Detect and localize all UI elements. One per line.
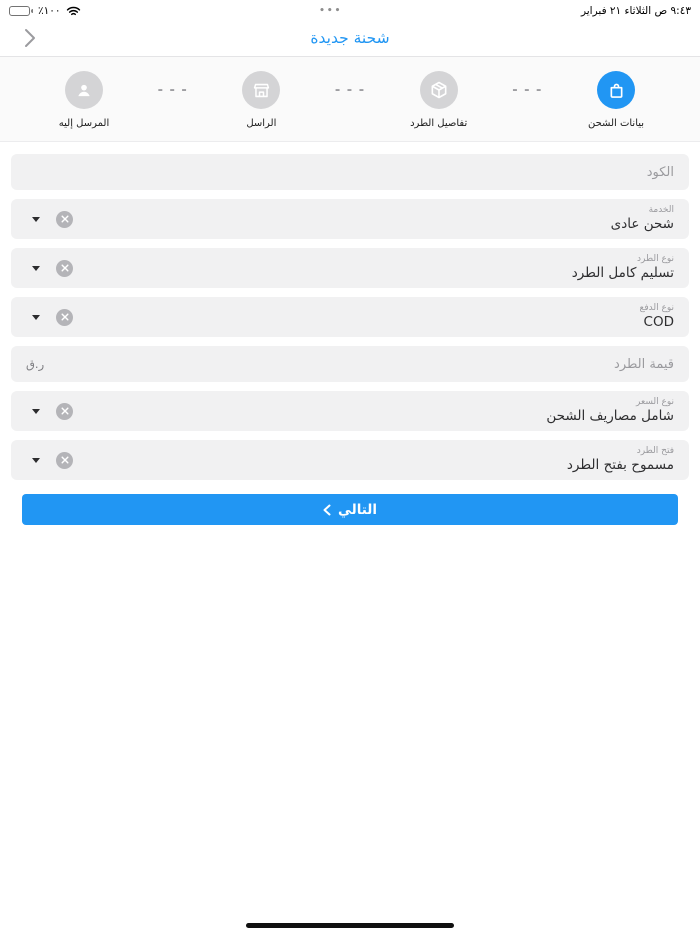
page-title: شحنة جديدة <box>310 29 390 47</box>
price-type-dropdown[interactable] <box>11 391 689 431</box>
status-ellipsis: ••• <box>319 6 343 16</box>
chevron-down-icon[interactable] <box>32 458 40 463</box>
package-box-icon <box>429 80 449 100</box>
storefront-icon <box>252 81 271 100</box>
code-field-row <box>11 154 689 190</box>
currency-suffix-label: ر.ق <box>26 357 45 371</box>
status-indicators <box>9 5 81 17</box>
chevron-forward-icon[interactable] <box>18 27 40 49</box>
step-circle <box>597 71 635 109</box>
wifi-icon <box>66 6 81 17</box>
code-input[interactable] <box>26 154 674 190</box>
chevron-down-icon[interactable] <box>32 217 40 222</box>
clear-icon[interactable] <box>56 309 73 326</box>
field-label: فتح الطرد <box>636 445 674 456</box>
step-label: تفاصيل الطرد <box>410 118 468 129</box>
field-value: COD <box>643 314 674 331</box>
step-circle <box>242 71 280 109</box>
clear-icon[interactable] <box>56 260 73 277</box>
step-label: الراسل <box>246 118 277 129</box>
step-label: المرسل إليه <box>58 118 110 129</box>
field-label: الخدمة <box>648 204 674 215</box>
step-circle <box>65 71 103 109</box>
person-icon <box>74 80 94 100</box>
nav-bar <box>0 20 700 57</box>
step-sender[interactable] <box>213 71 309 129</box>
payment-type-dropdown[interactable] <box>11 297 689 337</box>
next-button[interactable] <box>22 494 678 525</box>
status-bar <box>0 0 700 20</box>
chevron-down-icon[interactable] <box>32 266 40 271</box>
open-package-dropdown[interactable] <box>11 440 689 480</box>
status-datetime: ٩:٤٣ ص الثلاثاء ٢١ فبراير <box>580 5 691 17</box>
step-recipient[interactable] <box>36 71 132 129</box>
step-shipment-data[interactable] <box>568 71 664 129</box>
field-label: نوع الدفع <box>639 302 674 313</box>
battery-percent-label: ١٠٠٪ <box>38 5 61 17</box>
stepper <box>0 57 700 142</box>
chevron-back-icon <box>323 504 331 516</box>
step-separator: - - - <box>512 82 543 98</box>
step-label: بيانات الشحن <box>587 118 645 129</box>
step-separator: - - - <box>334 82 366 98</box>
package-type-dropdown[interactable] <box>11 248 689 288</box>
shopping-bag-icon <box>607 81 626 100</box>
chevron-down-icon[interactable] <box>32 409 40 414</box>
field-label: نوع الطرد <box>637 253 674 264</box>
field-value: مسموح بفتح الطرد <box>566 457 674 474</box>
step-package-details[interactable] <box>391 71 487 129</box>
clear-icon[interactable] <box>56 452 73 469</box>
home-indicator[interactable] <box>246 923 454 928</box>
field-value: شحن عادى <box>610 216 674 233</box>
next-button-label: التالي <box>338 501 378 518</box>
package-value-input[interactable] <box>52 346 674 382</box>
step-circle <box>420 71 458 109</box>
chevron-down-icon[interactable] <box>32 315 40 320</box>
clear-icon[interactable] <box>56 403 73 420</box>
service-dropdown[interactable] <box>11 199 689 239</box>
field-value: شامل مصاريف الشحن <box>546 408 674 425</box>
field-label: نوع السعر <box>636 396 674 407</box>
field-value: تسليم كامل الطرد <box>571 265 674 282</box>
shipment-form <box>0 142 700 525</box>
step-separator: - - - <box>157 82 188 98</box>
battery-icon <box>9 6 33 16</box>
clear-icon[interactable] <box>56 211 73 228</box>
package-value-field-row <box>11 346 689 382</box>
